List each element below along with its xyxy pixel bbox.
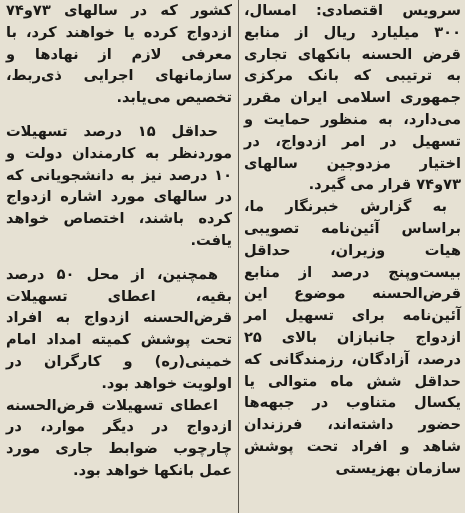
paragraph-priority: همچنین، از محل ۵۰ درصد بقیه، اعطای تسهیلات قرض‌الحسنه ازدواج به افراد تحت پوشش کمیته امداد امام خمینی(ره) و کارگران در اولویت خواهد بود.	[6, 265, 232, 392]
paragraph-gap	[6, 109, 232, 121]
paragraph-employees: حداقل ۱۵ درصد تسهیلات موردنظر به کارمندان دولت و ۱۰ درصد نیز به دانشجویانی که در سالهای مورد اشاره ازدواج کرده باشند، اختصاص خواهد یافت.	[6, 122, 232, 249]
column-divider	[238, 0, 239, 513]
article-column-left	[6, 0, 232, 482]
paragraph-allocation: کشور که در سالهای ۷۳و۷۴ ازدواج کرده یا خواهند کرد، با معرفی لازم از نهادها و سازمانهای اجرایی ذی‌ربط، تخصیص می‌یابد.	[6, 2, 232, 107]
paragraph-other-cases: اعطای تسهیلات قرض‌الحسنه ازدواج در دیگر موارد، در چارچوب ضوابط جاری مورد عمل بانکها خواهد بود.	[6, 396, 232, 479]
article-column-right	[244, 0, 461, 480]
paragraph-intro: سرویس اقتصادی: امسال، ۳۰۰ میلیارد ریال از منابع قرض الحسنه بانکهای تجاری به ترتیبی که بانک مرکزی جمهوری اسلامی ایران مقرر می‌دارد، به منظور حمایت و تسهیل در امر ازدواج، در اختیار مزدوجین سالهای ۷۳و۷۴ قرار می گیرد.	[244, 2, 461, 194]
paragraph-gap	[6, 252, 232, 264]
paragraph-regulation: به گزارش خبرنگار ما، براساس آئین‌نامه تصویبی هیات وزیران، حداقل بیست‌وپنج درصد از منابع قرض‌الحسنه موضوع این آئین‌نامه برای تسهیل امر ازدواج جانبازان بالای ۲۵ درصد، آزادگان، رزمندگانی که حداقل شش ماه متوالی یا یکسال متناوب در جبهه‌ها حضور داشته‌اند، فرزندان شاهد و افراد تحت پوشش سازمان بهزیستی	[244, 198, 461, 477]
